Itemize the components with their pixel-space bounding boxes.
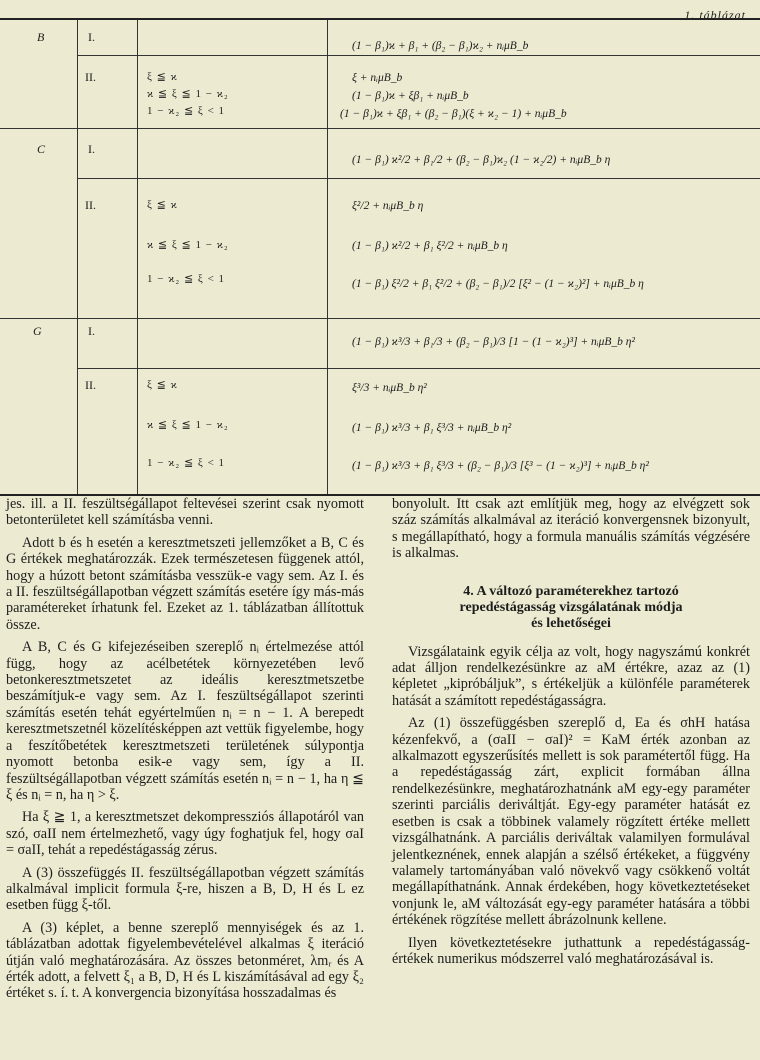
column-divider: [77, 20, 78, 494]
paragraph: A (3) összefüggés II. feszültségállapotban végzett számítás alkalmával implicit formula ξ-re, hiszen a B, D, H és L ez esetben függ ξ-től.: [6, 864, 364, 914]
group-divider: [0, 128, 760, 129]
group-divider: [0, 318, 760, 319]
condition: ϰ ≦ ξ ≦ 1 − ϰ₂: [147, 419, 229, 431]
right-text-column: [392, 496, 750, 973]
paragraph: Vizsgálataink egyik célja az volt, hogy nagyszámú konkrét adat álljon rendelkezésünkre az aM értékre, azaz az (1) képletet „kipróbáljuk”, s értékeljük a különféle paraméterek hatását a számított repedéstágasságra.: [392, 643, 750, 709]
paragraph: Az (1) összefüggésben szereplő d, Ea és σhH hatása kézenfekvő, a (σaII − σaI)² = KaM érték azonban az alkalmazott egyszerűsítés mellett is sok paramétertől függ. Ha a repedéstágasság zárt, explicit formában állna rendelkezésünkre, meghatározhatnánk aM egy-egy paraméter szerinti parciális deriváltját. Egy-egy paraméter hatását ez esetben is csak a többinek valamely rögzített értéke mellett vizsgálhatnánk. A parciális deriváltak valamilyen formulával jelentkeznének, ennek alapján a szélső értékeket, a függvény valamely tartományában való növekvő vagy csökkenő voltát megállapíthatnánk. Annak érdekében, hogy következtetéseket vonjunk le, aM változását egy-egy paraméter hatására a többi értékének rögzítése mellett ábrázolnunk kellene.: [392, 715, 750, 929]
section-heading-line: repedéstágasság vizsgálatának módja: [459, 599, 683, 615]
formula: (1 − β₁) ϰ³/3 + β₁ ξ³/3 + nᵢμB_b η²: [352, 422, 512, 434]
paragraph: Adott b és h esetén a keresztmetszeti jellemzőket a B, C és G értékek meghatározzák. Ezek természetesen függenek attól, hogy a húzott betont számításba vesszük-e vagy sem. Az I. és a II. feszültségállapotban végzett számítás esetére így más-más paramétereket írhatunk fel. Ezeket az 1. táblázatban állítottuk össze.: [6, 534, 364, 633]
formula: (1 − β₁) ϰ²/2 + β₁/2 + (β₂ − β₁)ϰ₂ (1 − ϰ₂/2) + nᵢμB_b η: [352, 154, 611, 166]
group-letter-b: B: [37, 30, 45, 44]
group-letter-c: C: [37, 142, 46, 156]
row-divider: [77, 55, 760, 56]
section-heading-line: 4. A változó paraméterekhez tartozó: [463, 583, 679, 599]
paragraph: A B, C és G kifejezéseiben szereplő nᵢ értelmezése attól függ, hogy az acélbetétek környezetében levő betonkeresztmetszetet az ideális keresztmetszetbe beszámítjuk-e vagy sem. Az I. feszültségállapot szerinti számítás esetén tehát egyértelműen nᵢ = n − 1. A berepedt keresztmetszetnél közelítésképpen azt vettük figyelembe, hogy a feszítőbetétek keresztmetszeti területének súlypontja nyomott betonba esik-e vagy sem, így a II. feszültségállapotban végzett számítás esetén nᵢ = n − 1, ha η ≦ ξ és nᵢ = n, ha η > ξ.: [6, 639, 364, 803]
paragraph: Ilyen következtetésekre juthattunk a repedéstágasság-értékek numerikus módszerrel való meghatározásával is.: [392, 934, 750, 967]
section-heading: [392, 584, 750, 632]
paragraph: jes. ill. a II. feszültségállapot feltevései szerint csak nyomott betonterületet kell számításba venni.: [6, 496, 364, 529]
parameter-table: [0, 18, 760, 496]
section-heading-line: és lehetőségei: [531, 615, 611, 631]
condition: ξ ≦ ϰ: [147, 71, 178, 83]
condition: 1 − ϰ₂ ≦ ξ < 1: [147, 105, 226, 117]
formula: (1 − β₁)ϰ + β₁ + (β₂ − β₁)ϰ₂ + nᵢμB_b: [352, 40, 529, 52]
condition: ϰ ≦ ξ ≦ 1 − ϰ₂: [147, 88, 229, 100]
case-label: I.: [88, 324, 95, 338]
formula: ξ + nᵢμB_b: [352, 72, 403, 84]
group-letter-g: G: [33, 324, 42, 338]
formula: ξ²/2 + nᵢμB_b η: [352, 200, 424, 212]
case-label: I.: [88, 142, 95, 156]
column-divider: [137, 20, 138, 494]
row-divider: [77, 178, 760, 179]
case-label: II.: [85, 70, 96, 84]
formula: (1 − β₁) ξ²/2 + β₁ ξ²/2 + (β₂ − β₁)/2 [ξ² − (1 − ϰ₂)²] + nᵢμB_b η: [352, 278, 644, 290]
paragraph: A (3) képlet, a benne szereplő mennyiségek és az 1. táblázatban adottak figyelembevételével alkalmas ξ iteráció útján való meghatározására. Az összes betonméret, λmᵣ és A érték adott, a felvett ξ₁ a B, D, H és L kiszámításával ad egy ξ₂ értéket s. í. t. A konvergencia bizonyítása hosszadalmas és: [6, 919, 364, 1002]
formula: (1 − β₁) ϰ³/3 + β₁/3 + (β₂ − β₁)/3 [1 − (1 − ϰ₂)³] + nᵢμB_b η²: [352, 336, 635, 348]
formula: ξ³/3 + nᵢμB_b η²: [352, 382, 427, 394]
condition: ϰ ≦ ξ ≦ 1 − ϰ₂: [147, 239, 229, 251]
condition: 1 − ϰ₂ ≦ ξ < 1: [147, 273, 226, 285]
paragraph: bonyolult. Itt csak azt említjük meg, hogy az elvégzett sok száz számítás alkalmával az iteráció konvergensnek bizonyult, s megállapítható, hogy a formula manuális számítás végzésére is alkalmas.: [392, 496, 750, 562]
paragraph: Ha ξ ≧ 1, a keresztmetszet dekompressziós állapotáról van szó, σaII nem értelmezhető, vagy úgy foghatjuk fel, hogy σaI = σaII, tehát a repedéstágasság zérus.: [6, 809, 364, 859]
case-label: II.: [85, 378, 96, 392]
case-label: I.: [88, 30, 95, 44]
condition: ξ ≦ ϰ: [147, 379, 178, 391]
condition: 1 − ϰ₂ ≦ ξ < 1: [147, 457, 226, 469]
row-divider: [77, 368, 760, 369]
formula: (1 − β₁) ϰ²/2 + β₁ ξ²/2 + nᵢμB_b η: [352, 240, 508, 252]
formula: (1 − β₁)ϰ + ξβ₁ + nᵢμB_b: [352, 90, 469, 102]
formula: (1 − β₁) ϰ³/3 + β₁ ξ³/3 + (β₂ − β₁)/3 [ξ³ − (1 − ϰ₂)³] + nᵢμB_b η²: [352, 460, 649, 472]
column-divider: [327, 20, 328, 494]
formula: (1 − β₁)ϰ + ξβ₁ + (β₂ − β₁)(ξ + ϰ₂ − 1) + nᵢμB_b: [340, 108, 567, 120]
table-caption: 1. táblázat: [684, 8, 746, 22]
condition: ξ ≦ ϰ: [147, 199, 178, 211]
left-text-column: [6, 496, 364, 1008]
case-label: II.: [85, 198, 96, 212]
